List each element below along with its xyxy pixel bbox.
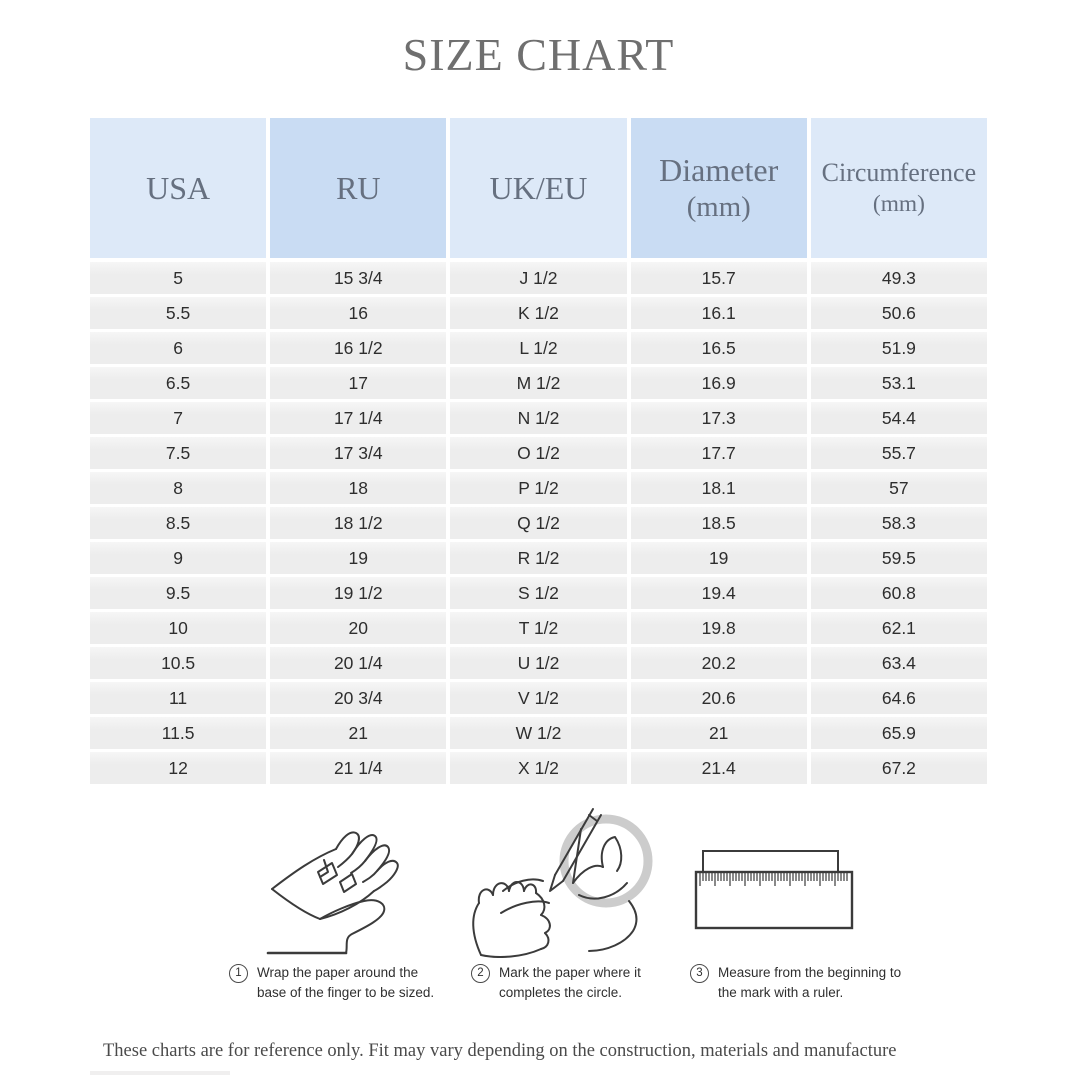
table-cell-usa: 8.5: [90, 507, 266, 539]
step-3-caption: [718, 963, 901, 1004]
disclaimer-text: These charts are for reference only. Fit may vary depending on the construction, materials and manufacture: [103, 1041, 897, 1061]
table-row: [90, 612, 987, 644]
table-cell-uk-eu: S 1/2: [450, 577, 626, 609]
table-cell-circumference: 54.4: [811, 402, 987, 434]
table-cell-circumference: 63.4: [811, 647, 987, 679]
table-cell-diameter: 16.1: [631, 297, 807, 329]
column-header-label: Diameter: [659, 152, 779, 188]
table-cell-diameter: 19: [631, 542, 807, 574]
table-cell-diameter: 18.5: [631, 507, 807, 539]
hand-paper-wrap-illustration: [252, 816, 422, 961]
step-1-caption: [257, 963, 434, 1004]
ruler-icon: [690, 843, 860, 938]
table-cell-circumference: 49.3: [811, 262, 987, 294]
step-3-number-badge: 3: [690, 964, 709, 983]
table-cell-ru: 20: [270, 612, 446, 644]
column-header-circumference: [811, 118, 987, 258]
page-title: SIZE CHART: [402, 29, 675, 80]
step-2-number-badge: 2: [471, 964, 490, 983]
table-cell-diameter: 21.4: [631, 752, 807, 784]
table-cell-ru: 20 1/4: [270, 647, 446, 679]
table-cell-diameter: 18.1: [631, 472, 807, 504]
table-cell-circumference: 51.9: [811, 332, 987, 364]
table-cell-diameter: 17.7: [631, 437, 807, 469]
table-cell-uk-eu: T 1/2: [450, 612, 626, 644]
step-1-caption-line1: Wrap the paper around the: [257, 965, 419, 980]
table-cell-usa: 10: [90, 612, 266, 644]
paper-strip: [703, 851, 838, 872]
table-cell-uk-eu: W 1/2: [450, 717, 626, 749]
column-header-unit: (mm): [686, 191, 751, 223]
table-cell-uk-eu: Q 1/2: [450, 507, 626, 539]
table-cell-diameter: 19.4: [631, 577, 807, 609]
table-cell-circumference: 53.1: [811, 367, 987, 399]
table-row: [90, 717, 987, 749]
table-cell-ru: 16: [270, 297, 446, 329]
table-cell-usa: 9.5: [90, 577, 266, 609]
table-row: [90, 367, 987, 399]
table-header-row: [90, 118, 987, 258]
column-header-usa: [90, 118, 266, 258]
step-2-caption-line1: Mark the paper where it: [499, 965, 641, 980]
table-cell-uk-eu: U 1/2: [450, 647, 626, 679]
table-row: [90, 542, 987, 574]
table-cell-circumference: 57: [811, 472, 987, 504]
column-header-label: RU: [336, 170, 381, 206]
table-row: [90, 647, 987, 679]
hand-wrap-icon: [252, 816, 422, 961]
table-cell-uk-eu: V 1/2: [450, 682, 626, 714]
table-cell-circumference: 65.9: [811, 717, 987, 749]
table-cell-usa: 5.5: [90, 297, 266, 329]
table-cell-usa: 12: [90, 752, 266, 784]
table-cell-uk-eu: R 1/2: [450, 542, 626, 574]
table-cell-uk-eu: K 1/2: [450, 297, 626, 329]
table-cell-ru: 20 3/4: [270, 682, 446, 714]
ruler-measure-illustration: [690, 843, 860, 938]
table-cell-ru: 21: [270, 717, 446, 749]
table-cell-diameter: 15.7: [631, 262, 807, 294]
instruction-step-2: [471, 963, 656, 1004]
step-1-number-badge: 1: [229, 964, 248, 983]
table-cell-uk-eu: J 1/2: [450, 262, 626, 294]
ring-size-table: [90, 118, 987, 784]
table-cell-usa: 5: [90, 262, 266, 294]
table-cell-ru: 16 1/2: [270, 332, 446, 364]
table-cell-circumference: 62.1: [811, 612, 987, 644]
instruction-step-3: [690, 963, 905, 1004]
table-cell-ru: 21 1/4: [270, 752, 446, 784]
table-cell-ru: 18 1/2: [270, 507, 446, 539]
step-3-caption-line2: the mark with a ruler.: [718, 985, 844, 1001]
table-cell-circumference: 67.2: [811, 752, 987, 784]
table-cell-diameter: 17.3: [631, 402, 807, 434]
table-cell-uk-eu: N 1/2: [450, 402, 626, 434]
table-cell-usa: 6.5: [90, 367, 266, 399]
step-1-caption-line2: base of the finger to be sized.: [257, 985, 435, 1001]
table-cell-diameter: 21: [631, 717, 807, 749]
table-cell-uk-eu: L 1/2: [450, 332, 626, 364]
instruction-step-1: [229, 963, 444, 1004]
table-cell-usa: 11.5: [90, 717, 266, 749]
table-cell-circumference: 59.5: [811, 542, 987, 574]
table-cell-diameter: 16.5: [631, 332, 807, 364]
table-row: [90, 297, 987, 329]
column-header-ru: [270, 118, 446, 258]
table-cell-circumference: 50.6: [811, 297, 987, 329]
table-row: [90, 472, 987, 504]
table-cell-uk-eu: X 1/2: [450, 752, 626, 784]
table-cell-ru: 19: [270, 542, 446, 574]
bottom-edge-artifact: [90, 1071, 230, 1075]
table-cell-diameter: 20.6: [631, 682, 807, 714]
mark-paper-icon: [443, 803, 658, 958]
column-header-uk-eu: [450, 118, 626, 258]
table-row: [90, 437, 987, 469]
table-row: [90, 682, 987, 714]
table-cell-diameter: 19.8: [631, 612, 807, 644]
table-row: [90, 507, 987, 539]
table-cell-ru: 17: [270, 367, 446, 399]
table-body: [90, 262, 987, 784]
step-3-caption-line1: Measure from the beginning to: [718, 965, 902, 980]
table-cell-ru: 19 1/2: [270, 577, 446, 609]
table-row: [90, 577, 987, 609]
column-header-unit: (mm): [872, 190, 925, 217]
table-cell-usa: 11: [90, 682, 266, 714]
table-cell-uk-eu: P 1/2: [450, 472, 626, 504]
mark-paper-illustration: [443, 803, 658, 958]
table-cell-circumference: 58.3: [811, 507, 987, 539]
table-row: [90, 402, 987, 434]
table-cell-uk-eu: O 1/2: [450, 437, 626, 469]
table-row: [90, 332, 987, 364]
column-header-label: USA: [146, 170, 211, 206]
column-header-diameter: [631, 118, 807, 258]
table-row: [90, 752, 987, 784]
table-cell-usa: 7.5: [90, 437, 266, 469]
table-cell-diameter: 20.2: [631, 647, 807, 679]
step-2-caption-line2: completes the circle.: [499, 985, 623, 1001]
step-2-caption: [499, 963, 641, 1004]
table-cell-usa: 8: [90, 472, 266, 504]
table-cell-ru: 15 3/4: [270, 262, 446, 294]
column-header-label: UK/EU: [489, 170, 588, 206]
column-header-label: Circumference: [821, 158, 977, 188]
table-cell-ru: 17 3/4: [270, 437, 446, 469]
table-cell-circumference: 55.7: [811, 437, 987, 469]
table-cell-diameter: 16.9: [631, 367, 807, 399]
table-row: [90, 262, 987, 294]
table-cell-usa: 9: [90, 542, 266, 574]
table-cell-ru: 18: [270, 472, 446, 504]
table-cell-ru: 17 1/4: [270, 402, 446, 434]
table-cell-usa: 6: [90, 332, 266, 364]
table-cell-circumference: 60.8: [811, 577, 987, 609]
table-cell-usa: 7: [90, 402, 266, 434]
table-cell-uk-eu: M 1/2: [450, 367, 626, 399]
table-cell-usa: 10.5: [90, 647, 266, 679]
table-cell-circumference: 64.6: [811, 682, 987, 714]
